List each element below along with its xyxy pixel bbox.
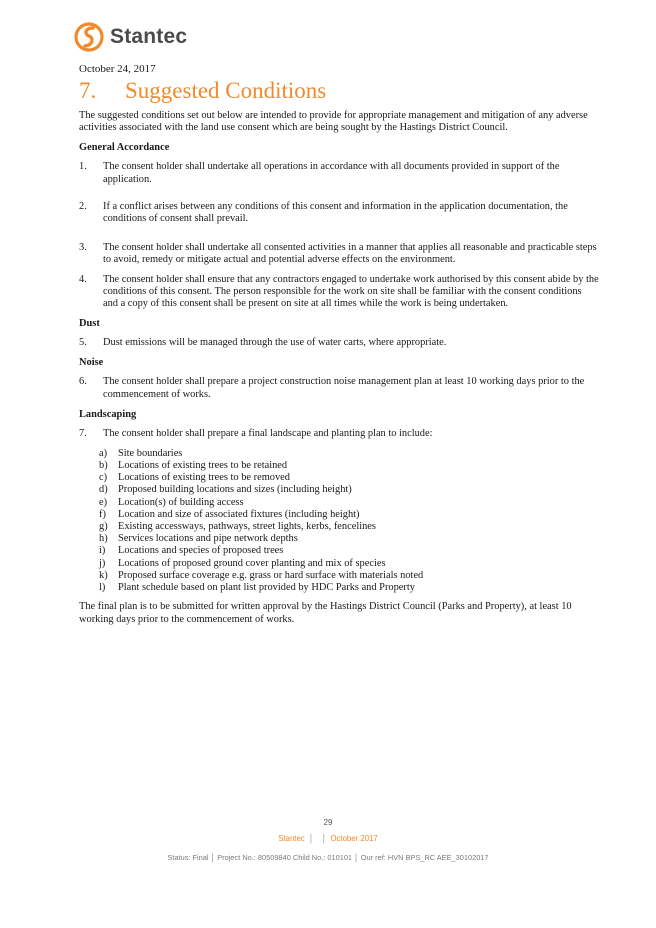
item-number: 3. [79,241,87,253]
brand-name: Stantec [110,25,188,48]
sublist-letter: l) [99,581,106,593]
sublist-letter: e) [99,496,108,508]
sublist-item [99,521,599,533]
subheading-noise: Noise [79,356,104,368]
sublist-letter: d) [99,484,108,496]
stantec-logo [74,21,187,53]
page-number: 29 [323,818,333,827]
heading-title: Suggested Conditions [125,78,327,103]
item-text: The consent holder shall undertake all consented activities in a manner that applies all reasonable and practicable steps to avoid, remedy or mitigate actual and potential adverse effects on the environment. [103,241,597,266]
sublist-text: Locations and species of proposed trees [118,545,284,557]
item-number: 4. [79,273,87,285]
sublist-text: Plant schedule based on plant list provided by HDC Parks and Property [118,581,415,593]
intro-paragraph: The suggested conditions set out below are intended to provide for appropriate management and mitigation of any adverse activities associated with the land use consent which are being sought by the Hastings District Council. [79,110,588,134]
footer-brand-line [0,834,656,843]
body-content [79,110,599,626]
item-text: The consent holder shall prepare a final landscape and planting plan to include: [103,428,433,440]
sublist-letter: g) [99,520,108,532]
sublist-text: Locations of existing trees to be removed [118,472,290,484]
landscape-plan-sublist [99,448,599,594]
sublist-text: Locations of existing trees to be retained [118,459,288,471]
footer-status: Status: Final │ Project No.: 80509840 Child No.: 010101 │ Our ref: HVN BPS_RC AEE_30102017 [167,853,489,862]
sublist-letter: j) [99,557,106,569]
item-text: The consent holder shall undertake all operations in accordance with all documents provided in support of the application. [103,161,560,185]
sublist-text: Location and size of associated fixtures (including height) [118,508,360,520]
sublist-item [99,509,599,521]
sublist-text: Locations of proposed ground cover planting and mix of species [118,557,386,569]
sublist-item [99,460,599,472]
sublist-text: Proposed surface coverage e.g. grass or hard surface with materials noted [118,569,424,581]
sublist-letter: i) [99,545,106,557]
list-item [79,376,599,401]
footer-company: Stantec [278,834,305,843]
subheading-landscaping: Landscaping [79,408,137,420]
subheading-general: General Accordance [79,141,170,153]
sublist-item [99,558,599,570]
sublist-item [99,448,599,460]
sublist-letter: a) [99,447,108,459]
item-text: The consent holder shall prepare a project construction noise management plan at least 10 working days prior to the commencement of works. [103,376,585,400]
subheading-dust: Dust [79,317,100,329]
list-item [79,201,599,226]
item-number: 1. [79,161,87,173]
item-number: 7. [79,428,87,440]
sublist-text: Location(s) of building access [118,496,244,508]
sublist-text: Proposed building locations and sizes (including height) [118,484,352,496]
footer-separator: │ [321,834,327,843]
heading-number: 7. [79,78,97,103]
sublist-letter: k) [99,569,108,581]
list-item [79,161,599,186]
sublist-letter: b) [99,459,108,471]
footer-separator: │ [308,834,314,843]
footer-date: October 2017 [330,834,378,843]
list-item [79,428,599,440]
sublist-item [99,484,599,496]
list-item [79,242,599,267]
item-text: If a conflict arises between any conditions of this consent and information in the application documentation, the conditions of consent shall prevail. [103,201,568,225]
document-date: October 24, 2017 [79,63,156,75]
item-number: 6. [79,376,87,388]
list-item [79,337,599,349]
closing-paragraph: The final plan is to be submitted for written approval by the Hastings District Council (Parks and Property), at least 10 working days prior to the commencement of works. [79,601,572,625]
sublist-item [99,545,599,557]
sublist-item [99,533,599,545]
item-text: The consent holder shall ensure that any contractors engaged to undertake work authorised by this consent abide by the conditions of this consent. The person responsible for the work on site shall be familiar with the consent conditions and a copy of this consent shall be present on site at all times while the work is being undertaken. [103,273,599,310]
sublist-item [99,582,599,594]
sublist-item [99,497,599,509]
item-number: 5. [79,337,87,349]
sublist-item [99,472,599,484]
sublist-letter: c) [99,472,108,484]
sublist-text: Site boundaries [118,447,183,459]
sublist-letter: h) [99,533,108,545]
stantec-swirl-icon [74,21,104,53]
sublist-text: Existing accessways, pathways, street lights, kerbs, fencelines [118,520,376,532]
list-item [79,274,599,311]
section-heading [79,78,326,104]
sublist-letter: f) [99,508,106,520]
sublist-item [99,570,599,582]
item-text: Dust emissions will be managed through the use of water carts, where appropriate. [103,337,447,349]
item-number: 2. [79,201,87,213]
sublist-text: Services locations and pipe network depths [118,533,298,545]
